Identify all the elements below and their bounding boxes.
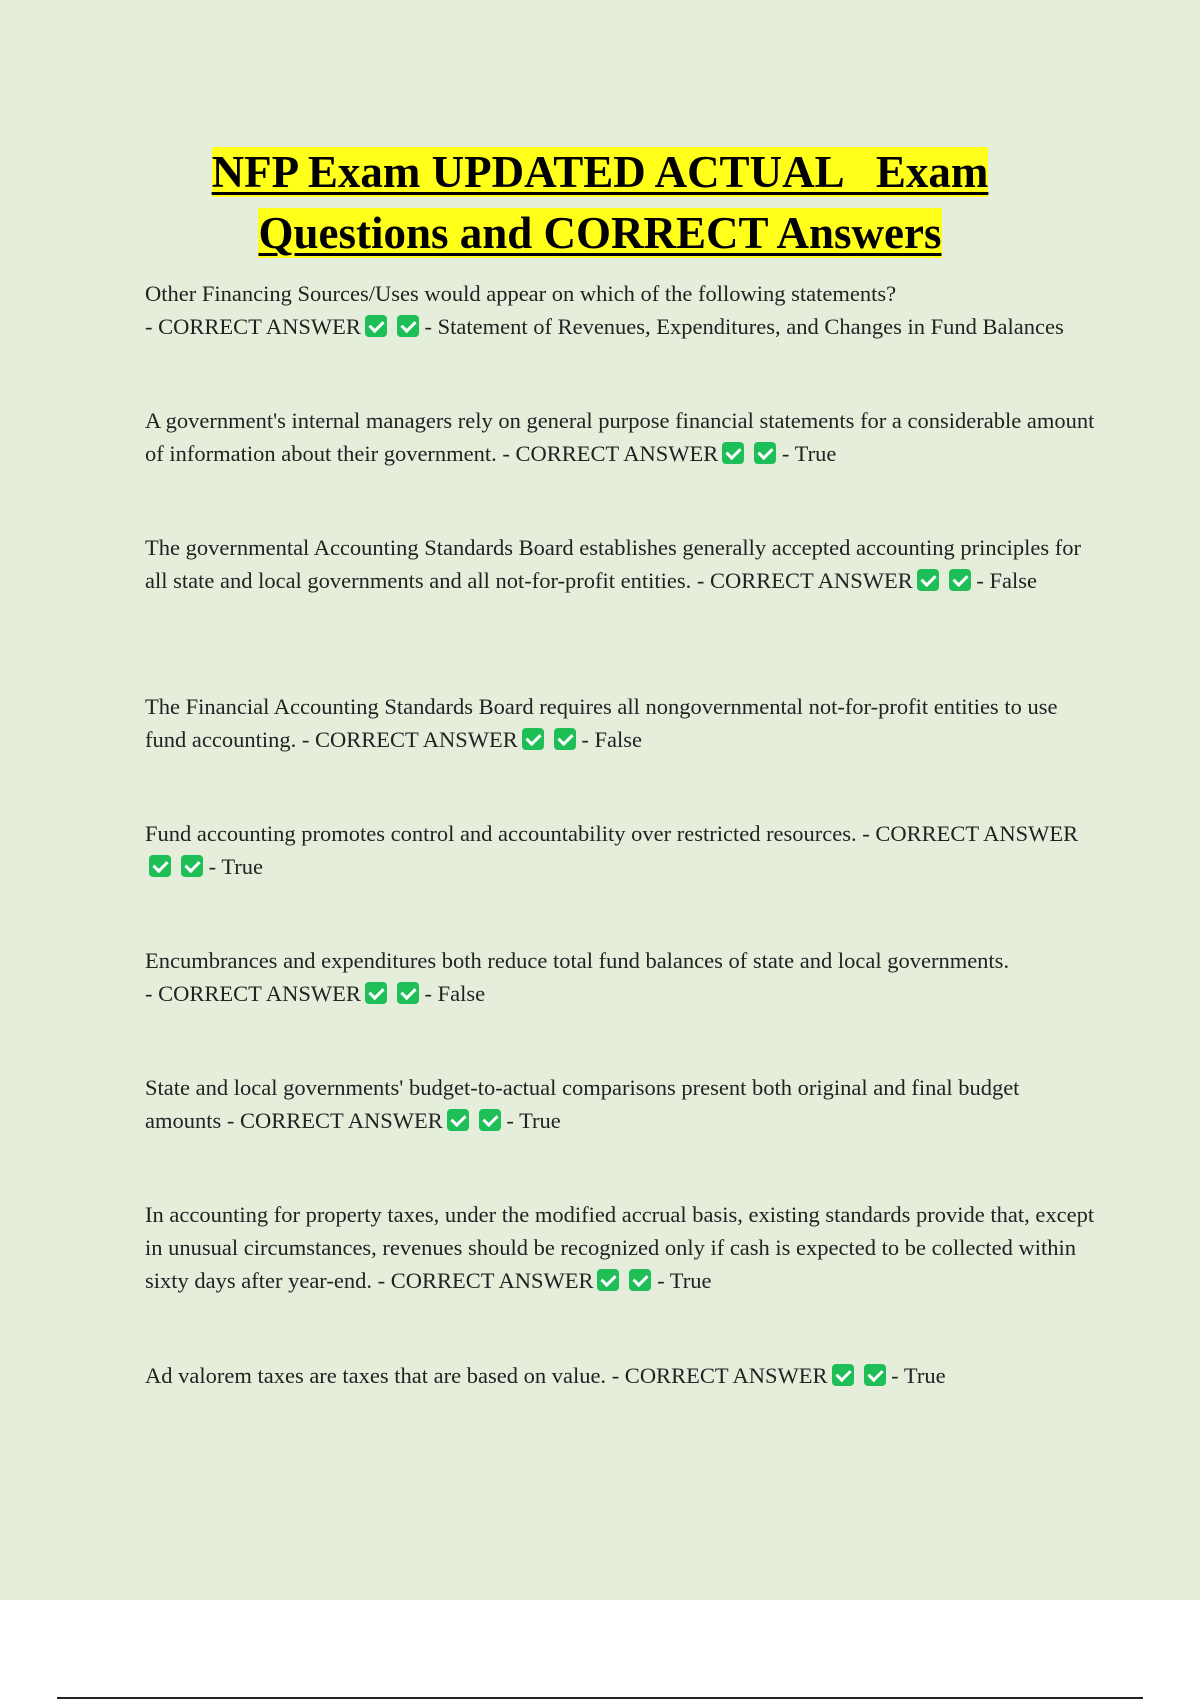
footer-divider (57, 1697, 1143, 1699)
answer-marker: - CORRECT ANSWER (502, 441, 719, 466)
answer-text: - True (891, 1363, 946, 1388)
green-checkbox-icon (479, 1109, 501, 1131)
answer-text: - True (781, 441, 837, 466)
title-line-1: NFP Exam UPDATED ACTUAL Exam (211, 147, 989, 197)
qa-item (145, 1359, 1095, 1392)
green-checkbox-icon (447, 1109, 469, 1131)
green-checkbox-icon (397, 315, 419, 337)
qa-item (145, 1198, 1095, 1297)
answer-text: - True (657, 1268, 712, 1293)
answer-marker: - CORRECT ANSWER (301, 727, 518, 752)
green-checkbox-icon (397, 982, 419, 1004)
qa-item (145, 690, 1095, 756)
document-title (100, 142, 1100, 264)
answer-marker: - CORRECT ANSWER (226, 1108, 443, 1133)
question-text: The governmental Accounting Standards Board establishes generally accepted accounting principles for all state and local governments and all not-for-profit entities. (145, 535, 1081, 593)
answer-marker: - CORRECT ANSWER (145, 981, 361, 1006)
question-text: In accounting for property taxes, under the modified accrual basis, existing standards provide that, except in unusual circumstances, revenues should be recognized only if cash is expected to be collected within sixty days after year-end. (145, 1202, 1095, 1293)
question-text: State and local governments' budget-to-actual comparisons present both original and final budget amounts (145, 1075, 1020, 1133)
answer-marker: - CORRECT ANSWER (145, 314, 361, 339)
green-checkbox-icon (832, 1364, 854, 1386)
answer-text: - False (581, 727, 642, 752)
answer-text: - False (976, 568, 1037, 593)
qa-item (145, 404, 1095, 470)
qa-item (145, 1071, 1095, 1137)
green-checkbox-icon (754, 442, 776, 464)
green-checkbox-icon (597, 1269, 619, 1291)
answer-marker: - CORRECT ANSWER (611, 1363, 828, 1388)
green-checkbox-icon (949, 569, 971, 591)
question-text: Ad valorem taxes are taxes that are based on value. (145, 1363, 607, 1388)
question-text: The Financial Accounting Standards Board requires all nongovernmental not-for-profit entities to use fund accounting. (145, 694, 1058, 752)
question-text: A government's internal managers rely on general purpose financial statements for a considerable amount of information about their government. (145, 408, 1095, 466)
green-checkbox-icon (554, 728, 576, 750)
green-checkbox-icon (864, 1364, 886, 1386)
green-checkbox-icon (629, 1269, 651, 1291)
green-checkbox-icon (149, 855, 171, 877)
answer-text: - False (424, 981, 486, 1006)
answer-text: - True (208, 854, 264, 879)
question-text: Fund accounting promotes control and accountability over restricted resources. (145, 821, 857, 846)
question-text: Encumbrances and expenditures both reduce total fund balances of state and local governments. (145, 948, 1010, 973)
green-checkbox-icon (917, 569, 939, 591)
green-checkbox-icon (522, 728, 544, 750)
green-checkbox-icon (365, 315, 387, 337)
answer-marker: - CORRECT ANSWER (696, 568, 913, 593)
green-checkbox-icon (722, 442, 744, 464)
green-checkbox-icon (365, 982, 387, 1004)
title-line-2: Questions and CORRECT Answers (258, 208, 942, 258)
qa-item (145, 944, 1095, 1010)
qa-item (145, 277, 1095, 343)
answer-text: - True (506, 1108, 561, 1133)
question-text: Other Financing Sources/Uses would appear on which of the following statements? (145, 281, 897, 306)
green-checkbox-icon (181, 855, 203, 877)
qa-item (145, 531, 1095, 597)
qa-item (145, 817, 1095, 883)
answer-marker: - CORRECT ANSWER (377, 1268, 594, 1293)
answer-marker: - CORRECT ANSWER (862, 821, 1079, 846)
answer-text: - Statement of Revenues, Expenditures, and Changes in Fund Balances (424, 314, 1064, 339)
